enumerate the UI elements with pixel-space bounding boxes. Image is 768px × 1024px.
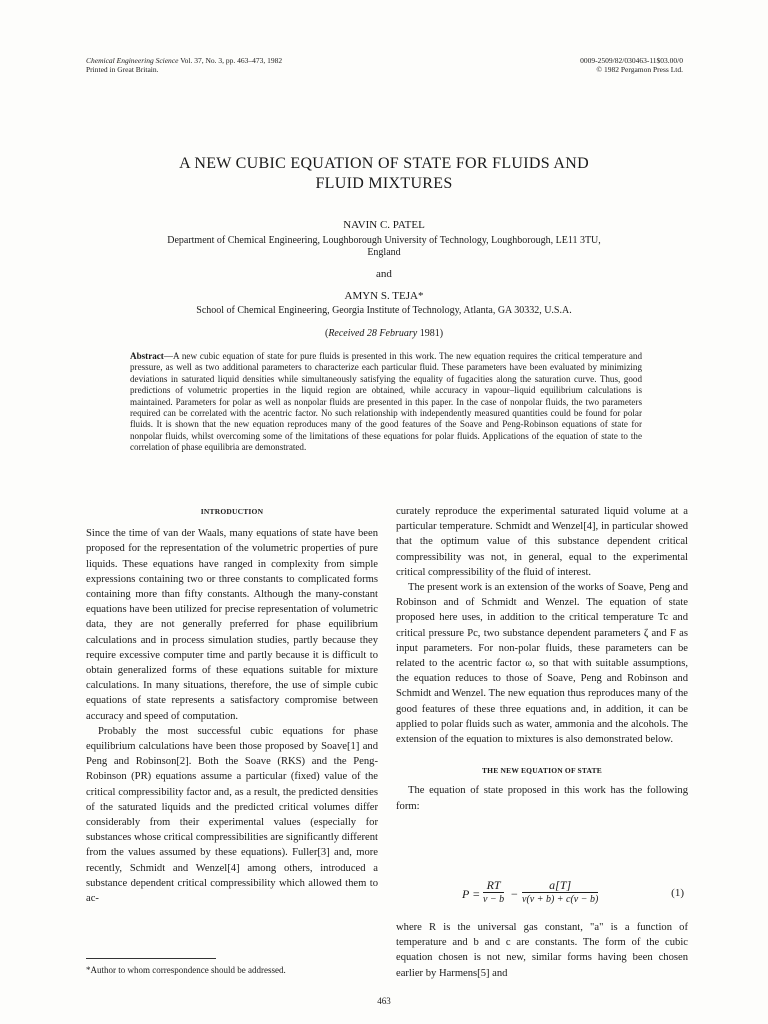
- term-1-denominator: v − b: [483, 894, 505, 905]
- journal-citation: Vol. 37, No. 3, pp. 463–473, 1982: [178, 56, 283, 65]
- intro-paragraph-4: The present work is an extension of the works of Soave, Peng and Robinson and of Schmidt and Wenzel. The equation of state proposed here uses, in addition to the critical temperature Tc and critical pressure Pc, two substance dependent parameters ζ and F as input parameters. For non-polar fluids, these parameters can be related to the acentric factor ω, so that with suitable assumptions, the equation reduces to those of Soave, Peng and Robinson and Schmidt and Wenzel. The new equation thus reproduces many of the good features of these three equations and, in addition, it can be applied to polar fluids such as water, ammonia and the alcohols. The extension of the equation to mixtures is also demonstrated below.: [396, 582, 688, 746]
- equation-term-2: [522, 878, 598, 906]
- intro-paragraph-2: Probably the most successful cubic equations for phase equilibrium calculations have been those proposed by Soave[1] and Peng and Robinson[2]. Both the Soave (RKS) and the Peng-Robinson (PR) equations assume a particular (fixed) value of the critical compressibility factor and, as a result, the predicted densities of the saturated liquids and the predicted critical volumes differ considerably from their experimental values (especially for substances whose critical compressibilities are significantly different from the values assumed by these equations). Fuller[3] and, more recently, Schmidt and Wenzel[4] among others, introduced a substance dependent critical compressibility which allowed them to ac-: [86, 725, 378, 905]
- author-2-affiliation: School of Chemical Engineering, Georgia Institute of Technology, Atlanta, GA 30332, U.S.A.: [196, 305, 572, 316]
- equation-number: (1): [671, 887, 684, 899]
- abstract-text: —A new cubic equation of state for pure fluids is presented in this work. The new equation requires the critical temperature and pressure, as well as two additional parameters to characterize each particular fluid. These parameters have been evaluated by minimizing deviations in saturated liquid densities while simultaneously satisfying the equality of fugacities along the saturation curve. Thus, good predictions of volumetric properties in the liquid region are obtained, while accuracy in vapour–liquid equilibrium calculations is maintained. Parameters for polar as well as nonpolar fluids are presented in this paper. In the case of nonpolar fluids, the two parameters required can be correlated with the acentric factor. No such relationship with independently measured quantities could be found for polar fluids. It is shown that the new equation reproduces many of the good features of the Soave and Peng-Robinson equations of state for nonpolar fluids, whilst overcoming some of the limitations of these equations for polar fluids. Applications of the equation of state to the correlation of phase equilibria are demonstrated.: [130, 351, 642, 453]
- abstract: [130, 351, 642, 454]
- term-1-numerator: RT: [483, 878, 504, 893]
- journal-name: Chemical Engineering Science: [86, 56, 179, 65]
- paper-title: [0, 154, 768, 194]
- equation-explanation: [396, 920, 688, 981]
- new-equation-heading: THE NEW EQUATION OF STATE: [481, 766, 603, 776]
- affiliation-1-line-2: England: [367, 247, 401, 258]
- received-date-text: 28 February: [364, 328, 418, 339]
- copyright: © 1982 Pergamon Press Ltd.: [596, 65, 683, 74]
- introduction-heading: INTRODUCTION: [200, 507, 264, 516]
- affiliation-1-line-1: Department of Chemical Engineering, Loughborough University of Technology, Loughborough, LE11 3TU,: [167, 235, 601, 246]
- equation-intro: The equation of state proposed in this work has the following form:: [396, 785, 688, 812]
- footnote-divider: [86, 958, 216, 959]
- left-column: [86, 504, 378, 906]
- intro-paragraph-1: Since the time of van der Waals, many equations of state have been proposed for the representation of the volumetric properties of pure liquids. These equations have ranged in complexity from simple expressions containing two or three constants to complicated forms containing more than fifty constants. Although the many-constant equations have been utilized for precise representation of volumetric data, they are not generally preferred for phase equilibrium calculations and in process simulation studies, partly because they require excessive computer time and partly because it is difficult to obtain generalized forms of these equations suitable for mixture calculations. In many situations, therefore, the use of simple cubic equations of state represents a satisfactory compromise between accuracy and speed of computation.: [86, 528, 378, 722]
- equation-lhs: P =: [462, 887, 481, 901]
- equation-1: [396, 878, 688, 912]
- printed-note: Printed in Great Britain.: [86, 65, 159, 74]
- title-line-1: A NEW CUBIC EQUATION OF STATE FOR FLUIDS AND: [179, 155, 589, 172]
- journal-header: [86, 56, 282, 74]
- footnote: *Author to whom correspondence should be addressed.: [86, 965, 286, 975]
- article-code: 0009-2509/82/030463-11$03.00/0: [580, 56, 683, 65]
- page-number: 463: [377, 996, 391, 1006]
- author-1: NAVIN C. PATEL: [343, 219, 425, 231]
- received-label: Received: [328, 328, 365, 339]
- received-date: (Received 28 February 1981): [324, 328, 444, 339]
- term-2-numerator: a[T]: [522, 878, 598, 893]
- right-column: [396, 504, 688, 814]
- author-conjunction: and: [376, 268, 392, 280]
- equation-term-1: [483, 878, 504, 906]
- abstract-label: Abstract: [130, 351, 164, 361]
- term-2-denominator: v(v + b) + c(v − b): [522, 894, 599, 905]
- equation-after-text: where R is the universal gas constant, "a" is a function of temperature and b and c are constants. The form of the cubic equation chosen is not new, similar forms having been chosen earlier by Harmens[5] and: [396, 922, 688, 979]
- equation-minus: −: [511, 887, 518, 901]
- title-line-2: FLUID MIXTURES: [315, 175, 453, 192]
- author-2: AMYN S. TEJA*: [344, 290, 424, 302]
- publisher-header: [580, 56, 683, 74]
- author-1-affiliation: [120, 235, 648, 259]
- intro-paragraph-3: curately reproduce the experimental saturated liquid volume at a particular temperature. Schmidt and Wenzel[4], in particular showed that the optimum value of this substance dependent critical compressibility was not, in general, equal to the experimental critical compressibility of the fluid of interest.: [396, 506, 688, 578]
